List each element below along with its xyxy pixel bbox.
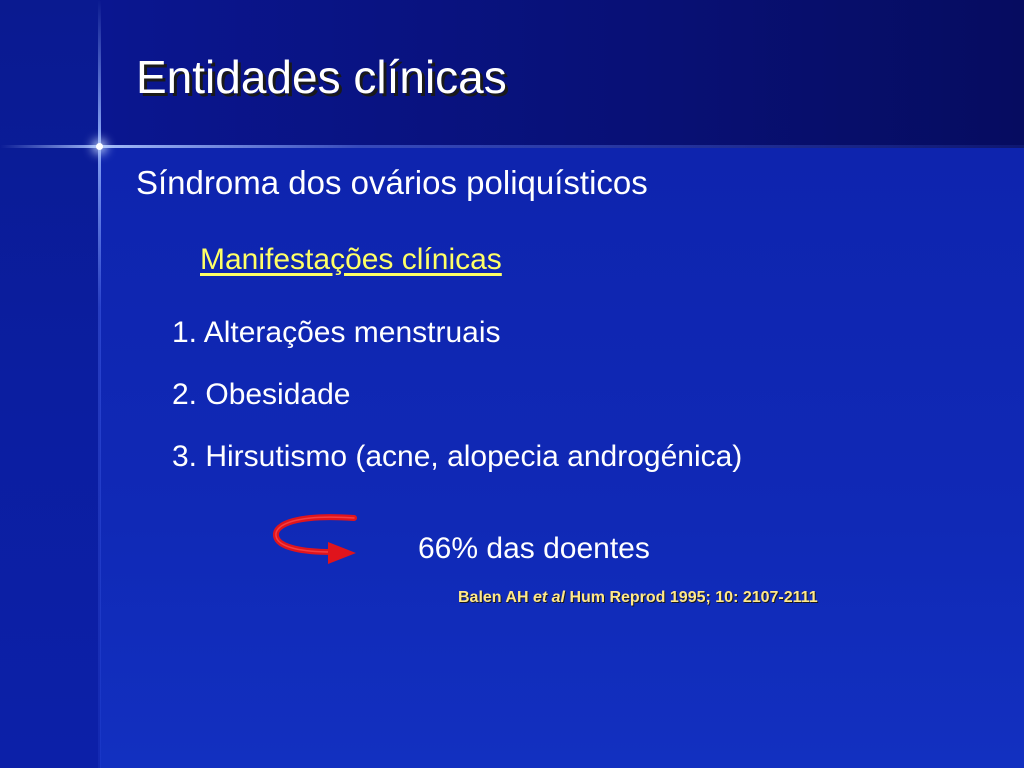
- curved-arrow-icon: [268, 510, 360, 566]
- vertical-light-line: [98, 0, 101, 768]
- horizontal-light-line: [0, 145, 1024, 148]
- slide-title: Entidades clínicas: [136, 51, 507, 103]
- sparkle-icon: [96, 143, 103, 150]
- list-item: 1. Alterações menstruais: [172, 316, 501, 349]
- citation-et-al: et al: [532, 589, 565, 606]
- slide-subtitle: Síndroma dos ovários poliquísticos: [136, 164, 648, 201]
- citation: [458, 589, 818, 607]
- citation-author: Balen AH: [458, 589, 529, 606]
- citation-reference: Hum Reprod 1995; 10: 2107-2111: [569, 589, 818, 606]
- percent-patients-text: 66% das doentes: [418, 532, 650, 565]
- left-background-band: [0, 0, 100, 768]
- manifestations-link[interactable]: Manifestações clínicas: [200, 243, 502, 276]
- manifestations-list: [172, 312, 742, 498]
- list-item: 2. Obesidade: [172, 378, 351, 411]
- list-item: 3. Hirsutismo (acne, alopecia androgénica): [172, 440, 743, 473]
